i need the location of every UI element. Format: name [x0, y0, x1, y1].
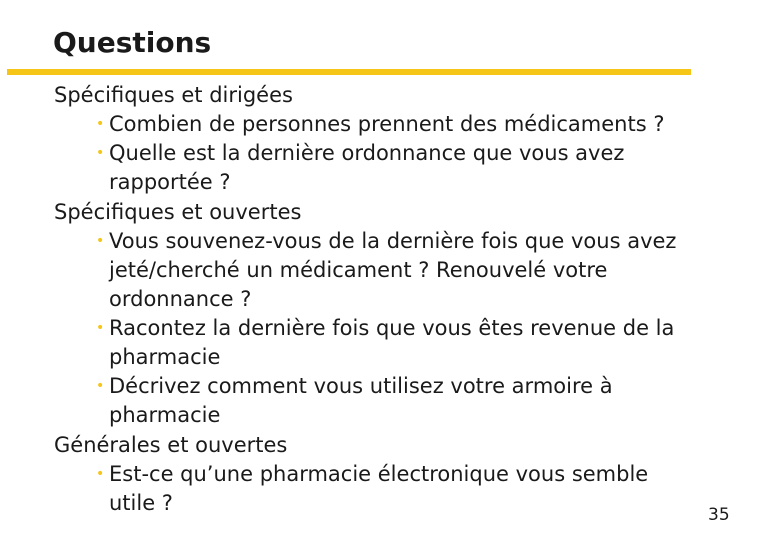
- section-general-open: [54, 430, 694, 518]
- bullet-icon: •: [96, 378, 105, 394]
- section-specific-open: [54, 197, 694, 430]
- bullet-item: [54, 314, 694, 372]
- bullet-list: [54, 227, 694, 430]
- bullet-text: Vous souvenez-vous de la dernière fois que vous avez jeté/cherché un médicament ? Renouvelé votre ordonnance ?: [109, 229, 677, 311]
- page-number: 35: [708, 505, 730, 525]
- slide-content: [54, 80, 694, 518]
- bullet-text: Décrivez comment vous utilisez votre armoire à pharmacie: [109, 374, 613, 427]
- bullet-item: [54, 227, 694, 314]
- title-underline-rule: [7, 69, 691, 75]
- bullet-icon: •: [96, 466, 105, 482]
- bullet-item: [54, 139, 694, 197]
- slide-title: Questions: [53, 26, 212, 59]
- section-heading: Générales et ouvertes: [54, 433, 288, 457]
- bullet-list: [54, 110, 694, 197]
- section-specific-directed: [54, 80, 694, 197]
- section-heading: Spécifiques et ouvertes: [54, 200, 302, 224]
- bullet-list: [54, 460, 694, 518]
- bullet-item: [54, 460, 694, 518]
- bullet-icon: •: [96, 145, 105, 161]
- bullet-item: [54, 110, 694, 139]
- bullet-text: Est-ce qu’une pharmacie électronique vous semble utile ?: [109, 462, 649, 515]
- bullet-icon: •: [96, 233, 105, 249]
- bullet-text: Combien de personnes prennent des médicaments ?: [109, 112, 665, 136]
- bullet-icon: •: [96, 320, 105, 336]
- bullet-text: Racontez la dernière fois que vous êtes revenue de la pharmacie: [109, 316, 675, 369]
- bullet-icon: •: [96, 116, 105, 132]
- section-heading: Spécifiques et dirigées: [54, 83, 293, 107]
- bullet-text: Quelle est la dernière ordonnance que vous avez rapportée ?: [109, 141, 625, 194]
- bullet-item: [54, 372, 694, 430]
